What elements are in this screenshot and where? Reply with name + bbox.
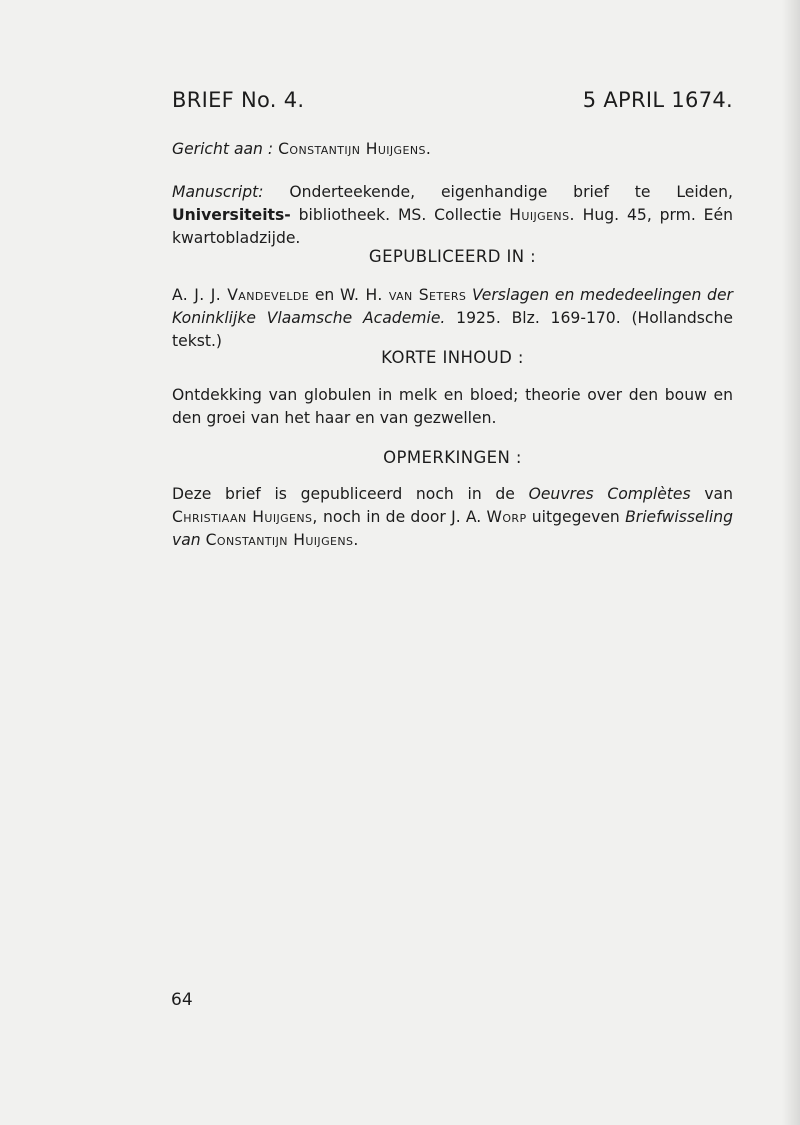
header-date: 5 APRIL 1674.	[582, 88, 733, 112]
header-letter-number: BRIEF No. 4.	[172, 88, 305, 112]
published-heading: GEPUBLICEERD IN :	[368, 247, 537, 266]
manuscript-name: Huijgens.	[509, 206, 575, 224]
page-edge-shadow	[782, 0, 800, 1125]
manuscript-text-3: Hug. 45, prm. Eén kwartobladzijde.	[172, 206, 733, 247]
page-number: 64	[171, 990, 193, 1010]
manuscript-paragraph	[172, 181, 733, 250]
contents-heading: KORTE INHOUD :	[381, 348, 524, 367]
remarks-text-1: Deze brief is gepubliceerd noch in de	[172, 485, 515, 503]
contents-paragraph: Ontdekking van globulen in melk en bloed; theorie over den bouw en den groei van het haar en van gezwellen.	[172, 386, 733, 427]
addressee-label: Gericht aan :	[172, 140, 274, 158]
published-title: Verslagen en mededeelingen der Koninklijke Vlaamsche Academie.	[172, 286, 733, 327]
manuscript-text-1: Onderteekende, eigenhandige brief te Leiden,	[289, 183, 733, 201]
remarks-title-2: Briefwisseling van	[172, 508, 734, 549]
remarks-text-3: noch in de door J. A.	[323, 508, 482, 526]
manuscript-label: Manuscript:	[172, 183, 264, 201]
remarks-text-4: uitgegeven	[531, 508, 620, 526]
published-details: 1925. Blz. 169-170. (Hollandsche tekst.)	[172, 309, 733, 350]
addressee-line	[172, 138, 733, 161]
published-paragraph	[172, 284, 733, 353]
addressee-name: Constantijn Huijgens.	[278, 140, 432, 158]
remarks-title-1: Oeuvres Complètes	[528, 485, 691, 503]
published-conjunction: en	[314, 286, 335, 304]
published-author-2: W. H. van Seters	[340, 286, 467, 304]
published-author-1: A. J. J. Vandevelde	[172, 286, 310, 304]
remarks-heading: OPMERKINGEN :	[383, 448, 522, 467]
remarks-name-1: Christiaan Huijgens,	[172, 508, 318, 526]
manuscript-text-2: bibliotheek. MS. Collectie	[298, 206, 502, 224]
remarks-paragraph	[172, 483, 733, 552]
manuscript-bold-word: Universiteits-	[172, 206, 291, 224]
remarks-name-2: Worp	[486, 508, 527, 526]
remarks-name-3: Constantijn Huijgens.	[205, 531, 359, 549]
running-header	[172, 88, 733, 112]
remarks-text-2: van	[704, 485, 733, 503]
